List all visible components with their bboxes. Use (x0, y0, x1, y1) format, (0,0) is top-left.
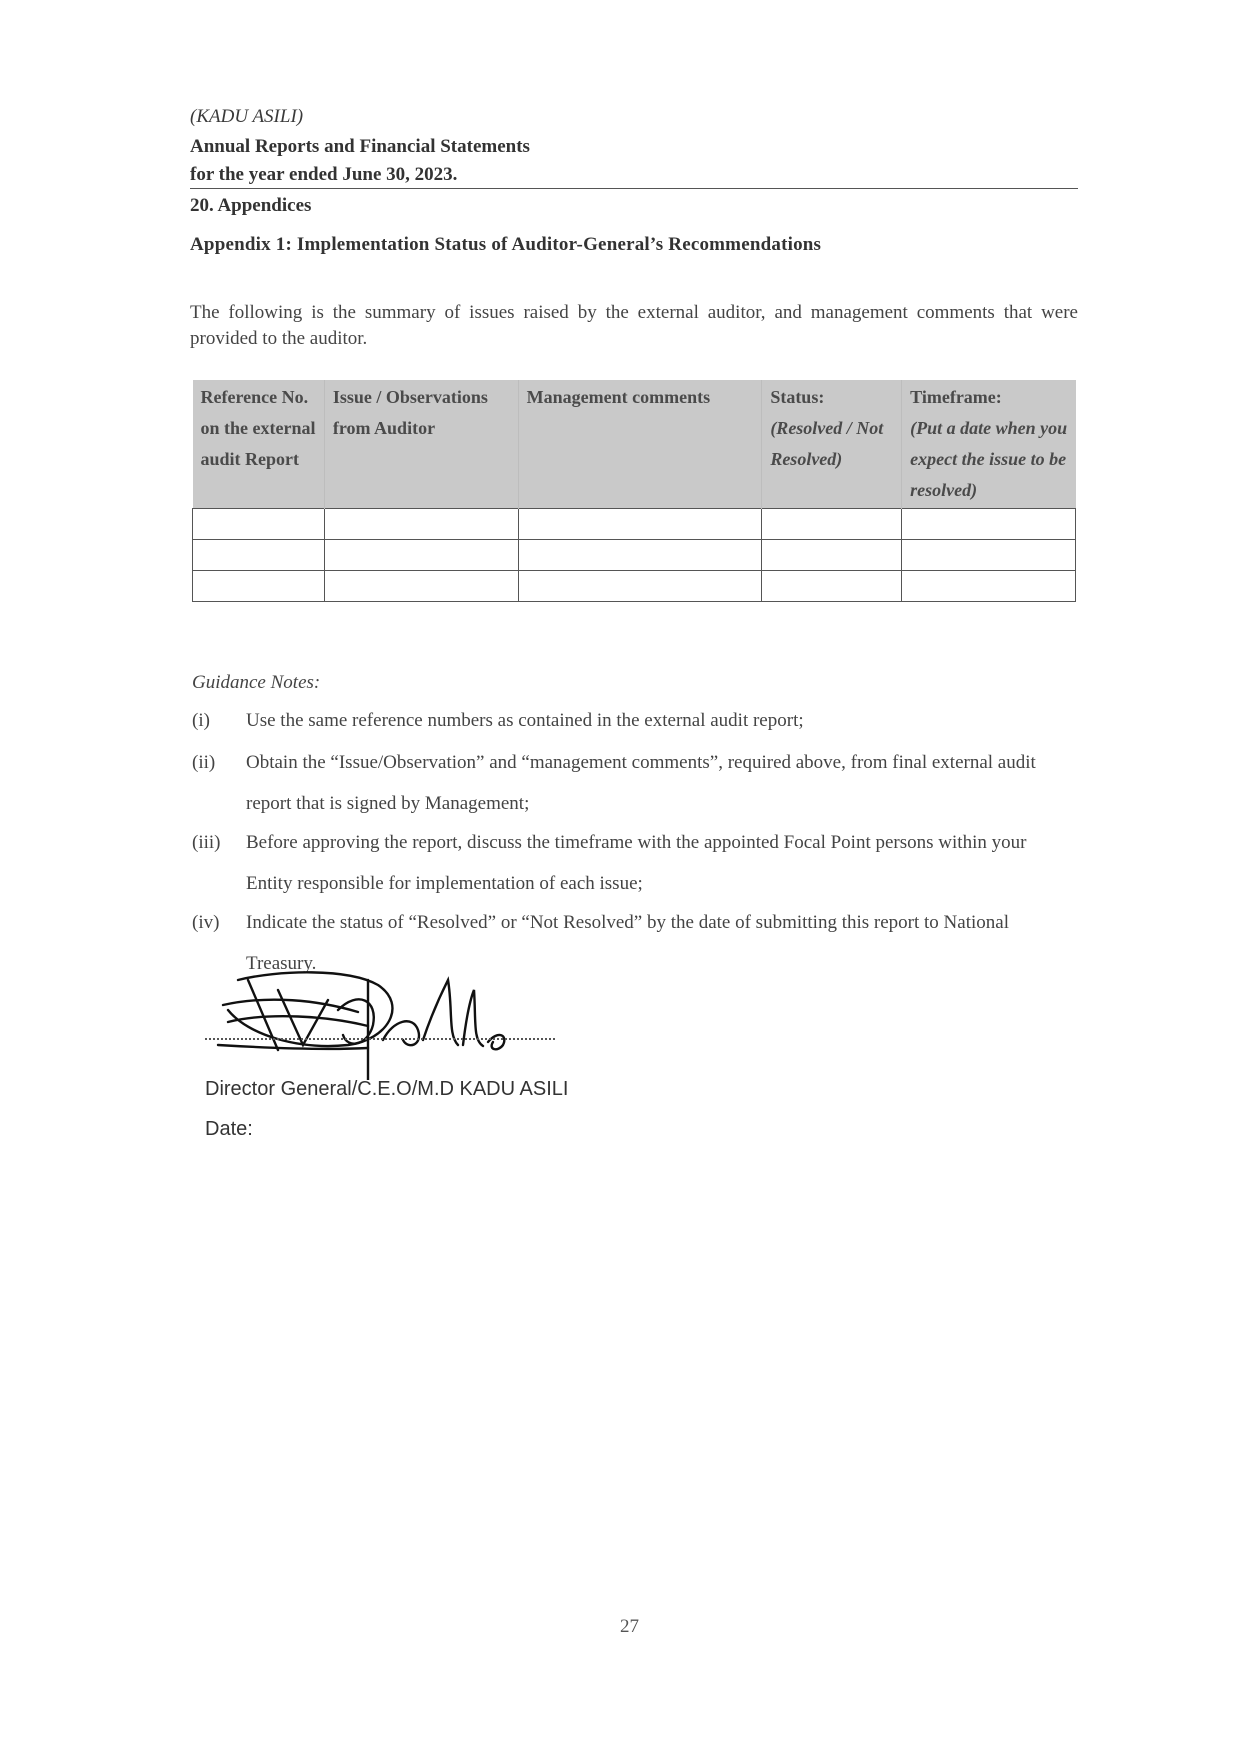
table-cell (324, 540, 518, 571)
header-issue-label: Issue / Observations from Auditor (332, 387, 488, 438)
table-cell (762, 571, 902, 602)
table-cell (324, 509, 518, 540)
signature-image (208, 950, 568, 1080)
table-cell (902, 571, 1076, 602)
table-cell (193, 509, 325, 540)
report-title: Annual Reports and Financial Statements (190, 136, 530, 157)
header-timeframe-label: Timeframe: (910, 387, 1002, 407)
table-cell (518, 571, 762, 602)
header-management-comments (518, 380, 762, 509)
table-cell (762, 540, 902, 571)
header-divider (190, 188, 1078, 189)
entity-name: (KADU ASILI) (190, 106, 304, 127)
note-text: Before approving the report, discuss the timeframe with the appointed Focal Point persons within your Entity responsible for implementation of each issue; (246, 832, 1027, 894)
table-cell (518, 509, 762, 540)
header-status-label: Status: (770, 387, 825, 407)
signature-line (205, 1038, 555, 1040)
date-label: Date: (205, 1118, 253, 1140)
note-number: (iii) (192, 832, 221, 853)
table-cell (902, 540, 1076, 571)
table-cell (193, 540, 325, 571)
report-period: for the year ended June 30, 2023. (190, 164, 458, 185)
table-row (193, 571, 1076, 602)
note-number: (ii) (192, 752, 216, 773)
signatory-title: Director General/C.E.O/M.D KADU ASILI (205, 1078, 569, 1100)
header-management-label: Management comments (526, 387, 711, 407)
header-reference (193, 380, 325, 509)
header-status-sub: (Resolved / Not Resolved) (770, 418, 884, 469)
table-header-row (193, 380, 1076, 509)
note-number: (i) (192, 710, 210, 731)
note-text: Obtain the “Issue/Observation” and “management comments”, required above, from final external audit report that is signed by Management; (246, 752, 1036, 814)
table-row (193, 509, 1076, 540)
header-timeframe (902, 380, 1076, 509)
intro-paragraph: The following is the summary of issues raised by the external auditor, and management comments that were provided to the auditor. (190, 302, 1078, 349)
table-cell (193, 571, 325, 602)
guidance-notes-title: Guidance Notes: (192, 672, 321, 693)
table-cell (518, 540, 762, 571)
header-reference-label: Reference No. on the external audit Report (200, 387, 316, 469)
recommendations-table (192, 380, 1076, 602)
note-text: Use the same reference numbers as contained in the external audit report; (246, 710, 804, 731)
table-cell (762, 509, 902, 540)
header-status (762, 380, 902, 509)
table-row (193, 540, 1076, 571)
table-cell (902, 509, 1076, 540)
section-title: 20. Appendices (190, 195, 312, 216)
page-number: 27 (620, 1616, 639, 1637)
header-issue (324, 380, 518, 509)
note-text: Indicate the status of “Resolved” or “Not Resolved” by the date of submitting this report to National Treasury. (246, 912, 1009, 974)
note-number: (iv) (192, 912, 220, 933)
header-timeframe-sub: (Put a date when you expect the issue to be resolved) (910, 418, 1068, 500)
table-cell (324, 571, 518, 602)
appendix-title: Appendix 1: Implementation Status of Auditor-General’s Recommendations (190, 234, 822, 255)
